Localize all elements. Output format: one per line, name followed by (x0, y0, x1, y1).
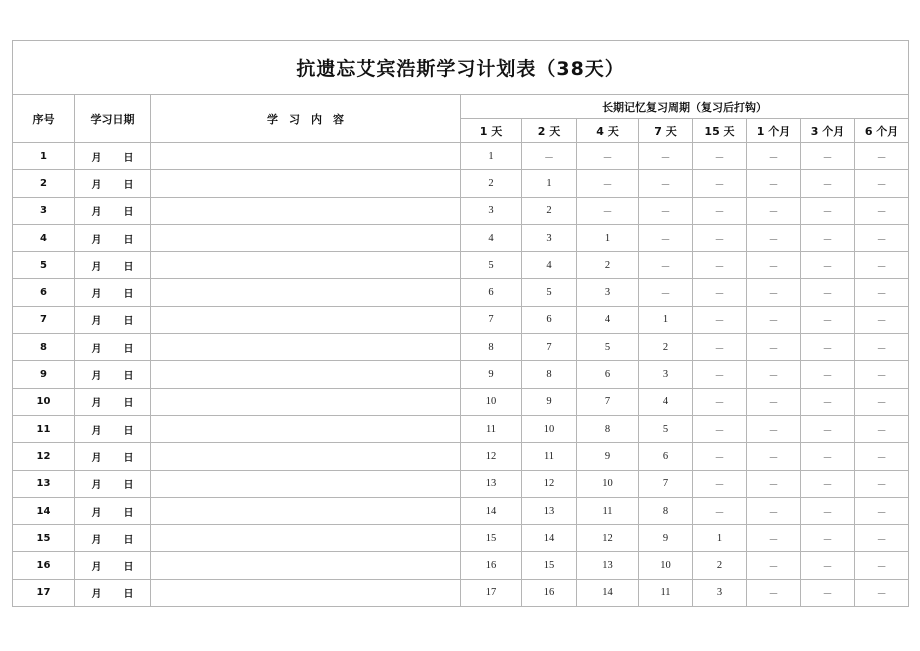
review-check-cell[interactable]: 3 (461, 197, 522, 224)
day-label: 日 (123, 589, 134, 601)
review-check-cell[interactable]: － (855, 525, 909, 552)
review-check-cell[interactable]: － (801, 143, 855, 170)
review-check-cell[interactable]: － (693, 143, 747, 170)
table-row (13, 306, 909, 333)
review-check-cell[interactable]: 17 (461, 579, 522, 606)
table-row (13, 170, 909, 197)
review-check-cell[interactable]: 10 (461, 388, 522, 415)
header-interval-1d: 1 天 (461, 119, 522, 143)
content-cell[interactable] (151, 388, 461, 415)
review-check-cell[interactable]: － (747, 579, 801, 606)
day-label: 日 (123, 534, 134, 546)
review-check-cell[interactable]: － (801, 388, 855, 415)
review-check-cell[interactable]: 12 (522, 470, 577, 497)
month-label: 月 (91, 371, 102, 383)
date-cell[interactable] (75, 415, 151, 442)
date-cell[interactable] (75, 279, 151, 306)
review-check-cell[interactable]: － (855, 197, 909, 224)
review-check-cell[interactable]: － (747, 552, 801, 579)
row-index: 16 (13, 552, 75, 579)
content-cell[interactable] (151, 579, 461, 606)
table-row (13, 579, 909, 606)
review-check-cell[interactable]: － (801, 334, 855, 361)
month-label: 月 (91, 316, 102, 328)
month-label: 月 (91, 425, 102, 437)
review-check-cell[interactable]: 14 (577, 579, 639, 606)
review-check-cell[interactable]: － (747, 143, 801, 170)
day-label: 日 (123, 179, 134, 191)
month-label: 月 (91, 452, 102, 464)
review-check-cell[interactable]: － (801, 306, 855, 333)
review-check-cell[interactable]: － (801, 224, 855, 251)
month-label: 月 (91, 507, 102, 519)
header-interval-2d: 2 天 (522, 119, 577, 143)
date-cell[interactable] (75, 334, 151, 361)
content-cell[interactable] (151, 525, 461, 552)
review-check-cell[interactable]: 9 (577, 443, 639, 470)
review-check-cell[interactable]: － (639, 224, 693, 251)
review-check-cell[interactable]: － (855, 306, 909, 333)
row-index: 1 (13, 143, 75, 170)
content-cell[interactable] (151, 415, 461, 442)
table-row (13, 334, 909, 361)
review-check-cell[interactable]: 3 (577, 279, 639, 306)
review-check-cell[interactable]: 1 (522, 170, 577, 197)
review-check-cell[interactable]: 1 (639, 306, 693, 333)
review-check-cell[interactable]: － (747, 470, 801, 497)
review-check-cell[interactable]: － (855, 361, 909, 388)
review-check-cell[interactable]: 1 (461, 143, 522, 170)
review-check-cell[interactable]: － (801, 361, 855, 388)
row-index: 13 (13, 470, 75, 497)
month-label: 月 (91, 534, 102, 546)
content-cell[interactable] (151, 334, 461, 361)
date-cell[interactable] (75, 443, 151, 470)
review-check-cell[interactable]: 9 (639, 525, 693, 552)
row-index: 4 (13, 224, 75, 251)
review-check-cell[interactable]: 5 (577, 334, 639, 361)
plan-rows (13, 143, 909, 607)
table-row (13, 279, 909, 306)
day-label: 日 (123, 562, 134, 574)
table-row (13, 552, 909, 579)
review-check-cell[interactable]: － (639, 170, 693, 197)
study-plan-sheet (12, 40, 908, 607)
review-check-cell[interactable]: 14 (461, 497, 522, 524)
date-cell[interactable] (75, 361, 151, 388)
review-check-cell[interactable]: 1 (577, 224, 639, 251)
review-check-cell[interactable]: 8 (522, 361, 577, 388)
review-check-cell[interactable]: 11 (461, 415, 522, 442)
row-index: 9 (13, 361, 75, 388)
review-check-cell[interactable]: － (747, 197, 801, 224)
review-check-cell[interactable]: 6 (577, 361, 639, 388)
month-label: 月 (91, 343, 102, 355)
review-check-cell[interactable]: 2 (693, 552, 747, 579)
review-check-cell[interactable]: 3 (639, 361, 693, 388)
content-cell[interactable] (151, 361, 461, 388)
review-check-cell[interactable]: － (801, 552, 855, 579)
table-row (13, 252, 909, 279)
day-label: 日 (123, 480, 134, 492)
review-check-cell[interactable]: 7 (577, 388, 639, 415)
row-index: 14 (13, 497, 75, 524)
review-check-cell[interactable]: 6 (461, 279, 522, 306)
review-check-cell[interactable]: － (747, 415, 801, 442)
table-row (13, 443, 909, 470)
header-review-cycle: 长期记忆复习周期（复习后打钩） (461, 95, 909, 119)
review-check-cell[interactable]: 11 (577, 497, 639, 524)
review-check-cell[interactable]: － (855, 415, 909, 442)
review-check-cell[interactable]: － (577, 170, 639, 197)
review-check-cell[interactable]: － (747, 497, 801, 524)
review-check-cell[interactable]: － (747, 443, 801, 470)
table-row (13, 525, 909, 552)
day-label: 日 (123, 398, 134, 410)
header-interval-3m: 3 个月 (801, 119, 855, 143)
review-check-cell[interactable]: － (747, 279, 801, 306)
date-cell[interactable] (75, 525, 151, 552)
table-row (13, 143, 909, 170)
day-label: 日 (123, 507, 134, 519)
review-check-cell[interactable]: － (855, 470, 909, 497)
content-cell[interactable] (151, 143, 461, 170)
table-row (13, 224, 909, 251)
date-cell[interactable] (75, 497, 151, 524)
review-check-cell[interactable]: 14 (522, 525, 577, 552)
review-check-cell[interactable]: 11 (522, 443, 577, 470)
row-index: 12 (13, 443, 75, 470)
review-check-cell[interactable]: － (747, 252, 801, 279)
review-check-cell[interactable]: 15 (522, 552, 577, 579)
review-check-cell[interactable]: 5 (522, 279, 577, 306)
review-check-cell[interactable]: － (801, 443, 855, 470)
review-check-cell[interactable]: － (693, 443, 747, 470)
page-title: 抗遗忘艾宾浩斯学习计划表（38天） (13, 41, 909, 95)
review-check-cell[interactable]: － (693, 306, 747, 333)
table-row (13, 361, 909, 388)
content-cell[interactable] (151, 170, 461, 197)
date-cell[interactable] (75, 552, 151, 579)
review-check-cell[interactable]: － (639, 197, 693, 224)
review-check-cell[interactable]: － (693, 279, 747, 306)
review-check-cell[interactable]: － (747, 170, 801, 197)
review-check-cell[interactable]: 16 (522, 579, 577, 606)
month-label: 月 (91, 562, 102, 574)
review-check-cell[interactable]: － (693, 388, 747, 415)
review-check-cell[interactable]: － (693, 170, 747, 197)
review-check-cell[interactable]: 7 (461, 306, 522, 333)
month-label: 月 (91, 234, 102, 246)
review-check-cell[interactable]: － (747, 388, 801, 415)
review-check-cell[interactable]: － (747, 224, 801, 251)
review-check-cell[interactable]: 8 (639, 497, 693, 524)
review-check-cell[interactable]: － (693, 252, 747, 279)
review-check-cell[interactable]: 2 (522, 197, 577, 224)
row-index: 15 (13, 525, 75, 552)
content-cell[interactable] (151, 306, 461, 333)
date-cell[interactable] (75, 470, 151, 497)
day-label: 日 (123, 152, 134, 164)
review-check-cell[interactable]: 3 (522, 224, 577, 251)
review-check-cell[interactable]: － (693, 415, 747, 442)
content-cell[interactable] (151, 197, 461, 224)
content-cell[interactable] (151, 279, 461, 306)
review-check-cell[interactable]: － (801, 497, 855, 524)
content-cell[interactable] (151, 252, 461, 279)
content-cell[interactable] (151, 443, 461, 470)
day-label: 日 (123, 289, 134, 301)
row-index: 17 (13, 579, 75, 606)
month-label: 月 (91, 398, 102, 410)
table-row (13, 415, 909, 442)
review-check-cell[interactable]: － (855, 334, 909, 361)
review-check-cell[interactable]: 12 (461, 443, 522, 470)
month-label: 月 (91, 152, 102, 164)
review-check-cell[interactable]: 4 (522, 252, 577, 279)
review-check-cell[interactable]: 3 (693, 579, 747, 606)
review-check-cell[interactable]: － (693, 497, 747, 524)
review-check-cell[interactable]: 7 (522, 334, 577, 361)
review-check-cell[interactable]: 6 (522, 306, 577, 333)
review-check-cell[interactable]: 13 (461, 470, 522, 497)
review-check-cell[interactable]: 13 (522, 497, 577, 524)
date-cell[interactable] (75, 579, 151, 606)
review-check-cell[interactable]: 10 (522, 415, 577, 442)
review-check-cell[interactable]: 4 (577, 306, 639, 333)
day-label: 日 (123, 234, 134, 246)
row-index: 11 (13, 415, 75, 442)
review-check-cell[interactable]: 12 (577, 525, 639, 552)
review-check-cell[interactable]: 6 (639, 443, 693, 470)
review-check-cell[interactable]: 11 (639, 579, 693, 606)
content-cell[interactable] (151, 224, 461, 251)
date-cell[interactable] (75, 197, 151, 224)
review-check-cell[interactable]: 2 (639, 334, 693, 361)
content-cell[interactable] (151, 552, 461, 579)
review-check-cell[interactable]: － (693, 361, 747, 388)
date-cell[interactable] (75, 388, 151, 415)
table-row (13, 497, 909, 524)
review-check-cell[interactable]: － (577, 197, 639, 224)
month-label: 月 (91, 207, 102, 219)
date-cell[interactable] (75, 252, 151, 279)
row-index: 6 (13, 279, 75, 306)
review-check-cell[interactable]: － (693, 197, 747, 224)
row-index: 8 (13, 334, 75, 361)
review-check-cell[interactable]: － (747, 334, 801, 361)
content-cell[interactable] (151, 497, 461, 524)
review-check-cell[interactable]: 8 (461, 334, 522, 361)
review-check-cell[interactable]: － (801, 415, 855, 442)
day-label: 日 (123, 207, 134, 219)
review-check-cell[interactable]: 5 (639, 415, 693, 442)
review-check-cell[interactable]: － (855, 579, 909, 606)
review-check-cell[interactable]: － (855, 252, 909, 279)
review-check-cell[interactable]: 2 (461, 170, 522, 197)
review-check-cell[interactable]: － (855, 497, 909, 524)
review-check-cell[interactable]: － (855, 388, 909, 415)
review-check-cell[interactable]: 4 (461, 224, 522, 251)
review-check-cell[interactable]: － (855, 552, 909, 579)
row-index: 7 (13, 306, 75, 333)
review-check-cell[interactable]: － (522, 143, 577, 170)
review-check-cell[interactable]: － (801, 197, 855, 224)
review-check-cell[interactable]: 9 (522, 388, 577, 415)
header-interval-7d: 7 天 (639, 119, 693, 143)
row-index: 5 (13, 252, 75, 279)
month-label: 月 (91, 480, 102, 492)
review-check-cell[interactable]: 7 (639, 470, 693, 497)
review-check-cell[interactable]: － (577, 143, 639, 170)
header-content: 学 习 内 容 (151, 95, 461, 143)
review-check-cell[interactable]: 2 (577, 252, 639, 279)
review-check-cell[interactable]: 1 (693, 525, 747, 552)
header-interval-6m: 6 个月 (855, 119, 909, 143)
month-label: 月 (91, 179, 102, 191)
review-check-cell[interactable]: － (639, 279, 693, 306)
header-interval-15d: 15 天 (693, 119, 747, 143)
header-date: 学习日期 (75, 95, 151, 143)
review-check-cell[interactable]: 15 (461, 525, 522, 552)
review-check-cell[interactable]: － (693, 470, 747, 497)
day-label: 日 (123, 343, 134, 355)
review-check-cell[interactable]: － (639, 252, 693, 279)
month-label: 月 (91, 289, 102, 301)
review-check-cell[interactable]: － (693, 224, 747, 251)
review-check-cell[interactable]: 10 (639, 552, 693, 579)
review-check-cell[interactable]: 16 (461, 552, 522, 579)
table-row (13, 470, 909, 497)
row-index: 2 (13, 170, 75, 197)
month-label: 月 (91, 589, 102, 601)
day-label: 日 (123, 371, 134, 383)
review-check-cell[interactable]: 9 (461, 361, 522, 388)
date-cell[interactable] (75, 306, 151, 333)
review-check-cell[interactable]: － (801, 470, 855, 497)
row-index: 3 (13, 197, 75, 224)
review-check-cell[interactable]: － (801, 170, 855, 197)
review-check-cell[interactable]: － (855, 279, 909, 306)
review-check-cell[interactable]: － (747, 306, 801, 333)
date-cell[interactable] (75, 170, 151, 197)
review-check-cell[interactable]: － (855, 143, 909, 170)
review-check-cell[interactable]: － (855, 170, 909, 197)
row-index: 10 (13, 388, 75, 415)
review-check-cell[interactable]: － (855, 443, 909, 470)
header-interval-4d: 4 天 (577, 119, 639, 143)
day-label: 日 (123, 425, 134, 437)
content-cell[interactable] (151, 470, 461, 497)
review-check-cell[interactable]: 5 (461, 252, 522, 279)
date-cell[interactable] (75, 143, 151, 170)
review-check-cell[interactable]: － (801, 579, 855, 606)
review-check-cell[interactable]: － (639, 143, 693, 170)
day-label: 日 (123, 316, 134, 328)
review-check-cell[interactable]: － (855, 224, 909, 251)
review-check-cell[interactable]: － (801, 252, 855, 279)
review-check-cell[interactable]: － (801, 279, 855, 306)
review-check-cell[interactable]: 13 (577, 552, 639, 579)
review-check-cell[interactable]: 10 (577, 470, 639, 497)
review-check-cell[interactable]: － (747, 525, 801, 552)
review-check-cell[interactable]: － (747, 361, 801, 388)
table-row (13, 197, 909, 224)
header-interval-1m: 1 个月 (747, 119, 801, 143)
table-row (13, 388, 909, 415)
header-index: 序号 (13, 95, 75, 143)
review-check-cell[interactable]: － (693, 334, 747, 361)
day-label: 日 (123, 261, 134, 273)
review-check-cell[interactable]: － (801, 525, 855, 552)
review-check-cell[interactable]: 8 (577, 415, 639, 442)
date-cell[interactable] (75, 224, 151, 251)
review-check-cell[interactable]: 4 (639, 388, 693, 415)
month-label: 月 (91, 261, 102, 273)
day-label: 日 (123, 452, 134, 464)
study-plan-table (12, 40, 909, 607)
